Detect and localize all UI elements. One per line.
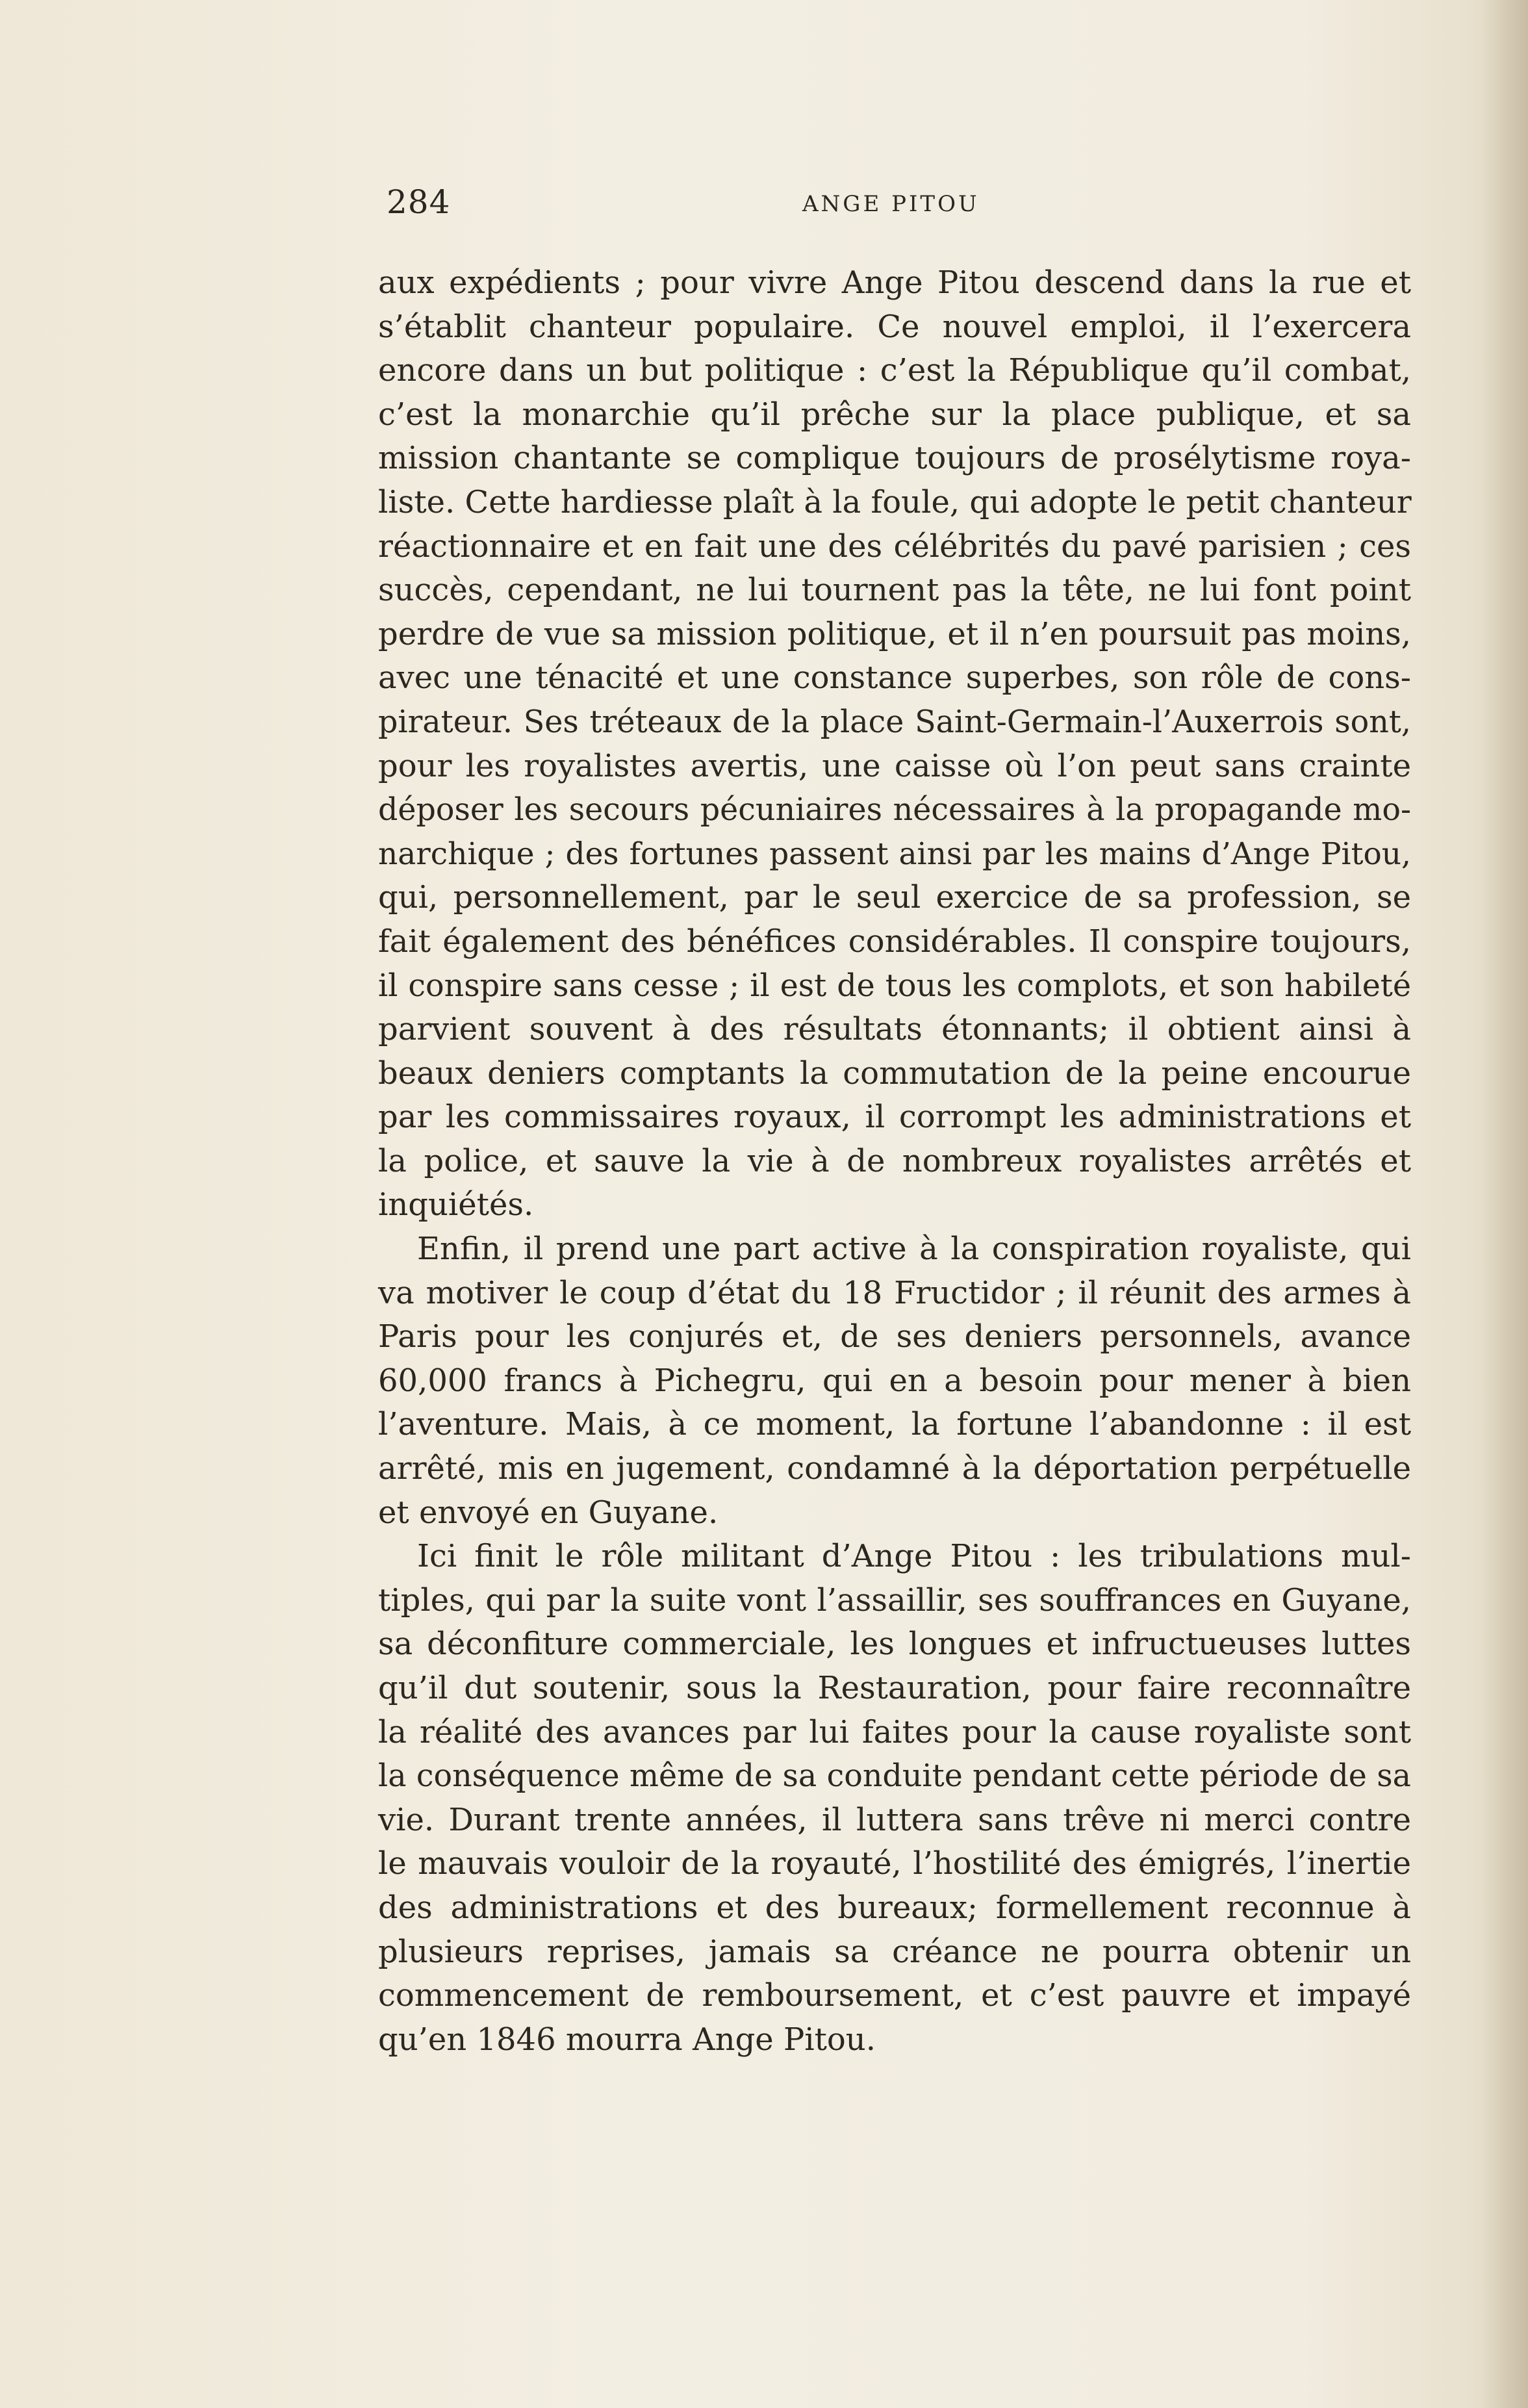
running-title: ANGE PITOU: [802, 191, 980, 217]
body-text: [378, 261, 1411, 2062]
paragraph-last-line: inquiétés.: [378, 1186, 534, 1223]
text-line: perdre de vue sa mission politique, et il n’en poursuit pas moins,: [378, 615, 1411, 652]
text-line: avec une ténacité et une constance superbes, son rôle de cons-: [378, 660, 1411, 697]
text-line: parvient souvent à des résultats étonnants; il obtient ainsi à: [378, 1011, 1411, 1048]
text-line: la réalité des avances par lui faites pour la cause royaliste sont: [378, 1713, 1411, 1750]
paragraph-last-line: et envoyé en Guyane.: [378, 1494, 719, 1531]
text-line: par les commissaires royaux, il corrompt les administrations et: [378, 1099, 1411, 1136]
text-line: l’aventure. Mais, à ce moment, la fortune l’abandonne : il est: [378, 1406, 1411, 1443]
text-line: beaux deniers comptants la commutation de la peine encourue: [378, 1055, 1411, 1092]
text-line: réactionnaire et en fait une des célébrités du pavé parisien ; ces: [378, 528, 1411, 565]
text-line: il conspire sans cesse ; il est de tous les complots, et son habileté: [378, 967, 1411, 1004]
page-header: [387, 183, 1413, 229]
text-line: fait également des bénéfices considérables. Il conspire toujours,: [378, 923, 1411, 960]
text-line: Paris pour les conjurés et, de ses deniers personnels, avance: [378, 1318, 1411, 1355]
paragraph-last-line: qu’en 1846 mourra Ange Pitou.: [378, 2021, 876, 2058]
text-line: succès, cependant, ne lui tournent pas la tête, ne lui font point: [378, 572, 1411, 609]
paragraph-first-line: Enfin, il prend une part active à la conspiration royaliste, qui: [417, 1231, 1411, 1268]
text-line: tiples, qui par la suite vont l’assaillir, ses souffrances en Guyane,: [378, 1582, 1411, 1619]
text-line: des administrations et des bureaux; formellement reconnue à: [378, 1889, 1411, 1926]
text-line: c’est la monarchie qu’il prêche sur la place publique, et sa: [378, 396, 1411, 433]
text-line: encore dans un but politique : c’est la République qu’il combat,: [378, 352, 1411, 389]
text-line: pirateur. Ses tréteaux de la place Saint-Germain-l’Auxerrois sont,: [378, 704, 1411, 740]
text-line: déposer les secours pécuniaires nécessaires à la propagande mo-: [378, 792, 1411, 828]
text-line: pour les royalistes avertis, une caisse où l’on peut sans crainte: [378, 747, 1411, 784]
text-line: la conséquence même de sa conduite pendant cette période de sa: [378, 1758, 1411, 1795]
text-line: arrêté, mis en jugement, condamné à la déportation perpétuelle: [378, 1450, 1411, 1487]
text-line: le mauvais vouloir de la royauté, l’hostilité des émigrés, l’inertie: [378, 1845, 1411, 1882]
text-line: liste. Cette hardiesse plaît à la foule, qui adopte le petit chanteur: [378, 483, 1412, 520]
text-line: mission chantante se complique toujours de prosélytisme roya-: [378, 440, 1411, 477]
text-line: vie. Durant trente années, il luttera sans trêve ni merci contre: [378, 1801, 1411, 1838]
text-line: la police, et sauve la vie à de nombreux royalistes arrêtés et: [378, 1142, 1411, 1179]
page-number: 284: [387, 183, 451, 221]
text-line: qu’il dut soutenir, sous la Restauration, pour faire reconnaître: [378, 1670, 1411, 1706]
text-line: 60,000 francs à Pichegru, qui en a besoin pour mener à bien: [378, 1362, 1411, 1399]
text-line: sa déconfiture commerciale, les longues et infructueuses luttes: [378, 1626, 1411, 1663]
text-line: narchique ; des fortunes passent ainsi par les mains d’Ange Pitou,: [378, 836, 1411, 872]
paragraph-first-line: Ici finit le rôle militant d’Ange Pitou : les tribulations mul-: [417, 1538, 1411, 1575]
text-line: plusieurs reprises, jamais sa créance ne pourra obtenir un: [378, 1933, 1411, 1970]
text-line: aux expédients ; pour vivre Ange Pitou descend dans la rue et: [378, 264, 1411, 301]
page-edge-shadow: [1483, 0, 1528, 2408]
text-line: commencement de remboursement, et c’est pauvre et impayé: [378, 1977, 1411, 2014]
text-line: va motiver le coup d’état du 18 Fructidor ; il réunit des armes à: [378, 1274, 1411, 1311]
text-line: s’établit chanteur populaire. Ce nouvel emploi, il l’exercera: [378, 308, 1411, 345]
text-line: qui, personnellement, par le seul exercice de sa profession, se: [378, 879, 1411, 916]
